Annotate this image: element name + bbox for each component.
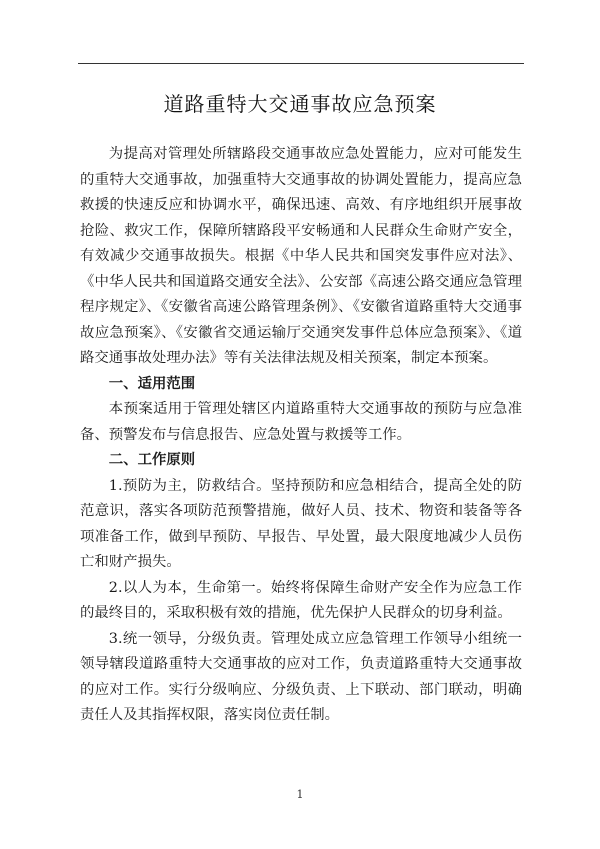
principle-1-paragraph: 1.预防为主，防救结合。坚持预防和应急相结合，提高全处的防范意识，落实各项防范预警措施，做好人员、技术、物资和装备等各项准备工作，做到早预防、早报告、早处置，最大限度地减少人员伤亡和财产损失。 [80,477,522,570]
document-title: 道路重特大交通事故应急预案 [163,92,437,116]
principle-2-paragraph: 2.以人为本，生命第一。始终将保障生命财产安全作为应急工作的最终目的，采取积极有效的措施，优先保护人民群众的切身利益。 [80,579,522,621]
document-body [80,142,522,729]
scope-paragraph: 本预案适用于管理处辖区内道路重特大交通事故的预防与应急准备、预警发布与信息报告、应急处置与救援等工作。 [80,401,522,443]
intro-paragraph: 为提高对管理处所辖路段交通事故应急处置能力，应对可能发生的重特大交通事故，加强重特大交通事故的协调处置能力，提高应急救援的快速反应和协调水平，确保迅速、高效、有序地组织开展事故抢险、救灾工作，保障所辖路段平安畅通和人民群众生命财产安全，有效减少交通事故损失。根据《中华人民共和国突发事件应对法》、《中华人民共和国道路交通安全法》、公安部《高速公路交通应急管理程序规定》、《安徽省高速公路管理条例》、《安徽省道路重特大交通事故应急预案》、《安徽省交通运输厅交通突发事件总体应急预案》、《道路交通事故处理办法》等有关法律法规及相关预案，制定本预案。 [80,146,522,366]
section-heading-scope: 一、适用范围 [108,375,196,392]
header-rule [78,63,524,64]
page-number: 1 [296,788,304,801]
section-heading-principles: 二、工作原则 [108,452,196,468]
principle-3-paragraph: 3.统一领导，分级负责。管理处成立应急管理工作领导小组统一领导辖段道路重特大交通事故的应对工作，负责道路重特大交通事故的应对工作。实行分级响应、分级负责、上下联动、部门联动，明确责任人及其指挥权限，落实岗位责任制。 [80,630,522,723]
